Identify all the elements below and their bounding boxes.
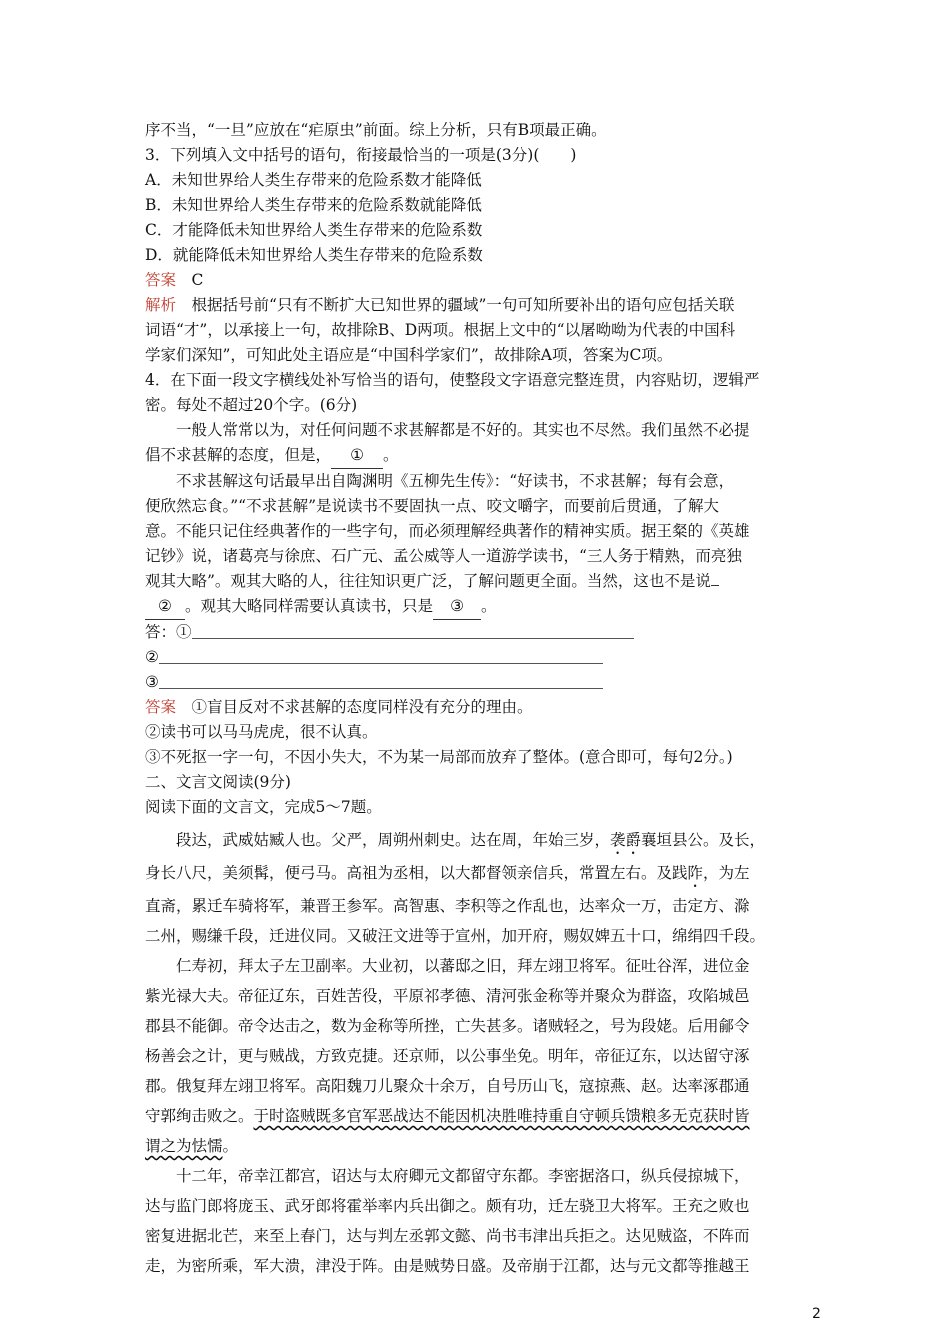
passage-line: 郡县不能御。帝令达击之，数为金称等所挫，亡失甚多。诸贼轻之，号为段姥。后用鄃令	[145, 1017, 750, 1035]
blank-2-start	[711, 585, 719, 586]
answer-line-2[interactable]	[159, 645, 603, 664]
question-3: 3．下列填入文中括号的语句，衔接最恰当的一项是(3分)( )	[145, 146, 577, 164]
passage-line: 十二年，帝幸江都宫，诏达与太府卿元文都留守东都。李密据洛口，纵兵侵掠城下，	[176, 1167, 750, 1185]
passage-line: 观其大略”。观其大略的人，往往知识更广泛，了解问题更全面。当然，这也不是说	[145, 569, 811, 594]
answer-line: 答案 ①盲目反对不求甚解的态度同样没有充分的理由。	[145, 698, 533, 716]
analysis-line	[145, 293, 811, 318]
analysis-label: 解析	[145, 296, 177, 314]
text-line: 词语“才”，以承接上一句，故排除B、D两项。根据上文中的“以屠呦呦为代表的中国科	[145, 321, 736, 339]
underlined-sentence: 谓之为怯懦	[145, 1137, 223, 1155]
passage-line: 走，为密所乘，军大溃，津没于阵。由是贼势日盛。及帝崩于江都，达与元文都等推越王	[145, 1257, 750, 1275]
passage-line: ② 。观其大略同样需要认真读书，只是 ③ 。	[145, 594, 811, 620]
answer-label: 答案	[145, 698, 177, 716]
answer-field-2: ②	[145, 645, 811, 670]
passage-line: 段达，武威姑臧人也。父严，周朔州刺史。达在周，年始三岁，袭爵襄垣县公。及长，	[176, 831, 766, 849]
passage-line: 不求甚解这句话最早出自陶渊明《五柳先生传》：“好读书，不求甚解；每有会意，	[176, 472, 735, 490]
passage-line: 郡。俄复拜左翊卫将军。高阳魏刀儿聚众十余万，自号历山飞，寇掠燕、赵。达率涿郡通	[145, 1077, 750, 1095]
passage-line: 二州，赐缣千段，迁进仪同。又破汪文进等于宣州，加开府，赐奴婢五十口，绵绢四千段。	[145, 927, 766, 945]
answer-label: 答案	[145, 271, 177, 289]
passage-line: 紫光禄大夫。帝征辽东，百姓苦役，平原祁孝德、清河张金称等并聚众为群盗，攻陷城邑	[145, 987, 750, 1005]
option-a: A．未知世界给人类生存带来的危险系数才能降低	[145, 171, 482, 189]
question-4: 4．在下面一段文字横线处补写恰当的语句，使整段文字语意完整连贯，内容贴切，逻辑严	[145, 371, 760, 389]
answer-item-3: ③不死抠一字一句，不因小失大，不为某一局部而放弃了整体。(意合即可，每句2分。)	[145, 748, 733, 766]
passage-line: 便欣然忘食。”“不求甚解”是说读书不要固执一点、咬文嚼字，而要前后贯通，了解大	[145, 497, 720, 515]
passage-line: 密复进据北芒，来至上春门，达与判左丞郭文懿、尚书韦津出兵拒之。达见贼盗，不阵而	[145, 1227, 750, 1245]
blank-1: ①	[331, 443, 383, 469]
option-c: C．才能降低未知世界给人类生存带来的危险系数	[145, 221, 483, 239]
answer-line-1[interactable]	[192, 620, 634, 639]
passage-line: 倡不求甚解的态度，但是， ① 。	[145, 443, 811, 469]
analysis-text: 根据括号前“只有不断扩大已知世界的疆域”一句可知所要补出的语句应包括关联	[176, 296, 735, 314]
blank-3: ③	[433, 594, 481, 620]
passage-line: 仁寿初，拜太子左卫副率。大业初，以蕃邸之旧，拜左翊卫将军。征吐谷浑，进位金	[176, 957, 750, 975]
option-d: D．就能降低未知世界给人类生存带来的危险系数	[145, 246, 483, 264]
text-line: 密。每处不超过20个字。(6分)	[145, 396, 358, 414]
section-heading: 二、文言文阅读(9分)	[145, 773, 291, 791]
section-instruction: 阅读下面的文言文，完成5～7题。	[145, 798, 382, 816]
passage-line: 谓之为怯懦。	[145, 1137, 239, 1155]
answer-field-3: ③	[145, 670, 811, 695]
answer-field-1: 答：①	[145, 620, 811, 645]
passage-line: 身长八尺，美须髯，便弓马。高祖为丞相，以大都督领亲信兵，常置左右。及践阼，为左	[145, 864, 750, 882]
emphasized-word: 袭爵	[610, 831, 642, 849]
answer-item-2: ②读书可以马马虎虎，很不认真。	[145, 723, 378, 741]
emphasized-word: 阼	[687, 864, 704, 882]
passage-line: 直斋，累迁车骑将军，兼晋王参军。高智惠、李积等之作乱也，达率众一万，击定方、滁	[145, 897, 750, 915]
blank-2: ②	[145, 594, 185, 620]
page-number: 2	[812, 1306, 821, 1322]
option-b: B．未知世界给人类生存带来的危险系数就能降低	[145, 196, 482, 214]
answer-line	[145, 268, 811, 293]
passage-line: 意。不能只记住经典著作的一些字句，而必须理解经典著作的精神实质。据王粲的《英雄	[145, 522, 750, 540]
text-line: 学家们深知”，可知此处主语应是“中国科学家们”，故排除A项，答案为C项。	[145, 346, 673, 364]
passage-line: 记钞》说，诸葛亮与徐庶、石广元、孟公威等人一道游学读书，“三人务于精熟，而亮独	[145, 547, 742, 565]
underlined-sentence: 于时盗贼既多官军恶战达不能因机决胜唯持重自守顿兵馈粮多无克获时皆	[253, 1107, 750, 1125]
document-body	[145, 118, 811, 1281]
passage-line: 杨善会之计，更与贼战，方致克捷。还京师，以公事坐免。明年，帝征辽东，以达留守涿	[145, 1047, 750, 1065]
passage-line: 一般人常常以为，对任何问题不求甚解都是不好的。其实也不尽然。我们虽然不必提	[176, 421, 750, 439]
answer-line-3[interactable]	[159, 670, 603, 689]
answer-text: C	[176, 271, 204, 289]
passage-line: 守郭绚击败之。于时盗贼既多官军恶战达不能因机决胜唯持重自守顿兵馈粮多无克获时皆	[145, 1107, 750, 1125]
classical-passage	[145, 825, 811, 1281]
text-line: 序不当，“一旦”应放在“疟原虫”前面。综上分析，只有B项最正确。	[145, 121, 607, 139]
passage-line: 达与监门郎将庞玉、武牙郎将霍举率内兵出御之。颇有功，迁左骁卫大将军。王充之败也	[145, 1197, 750, 1215]
